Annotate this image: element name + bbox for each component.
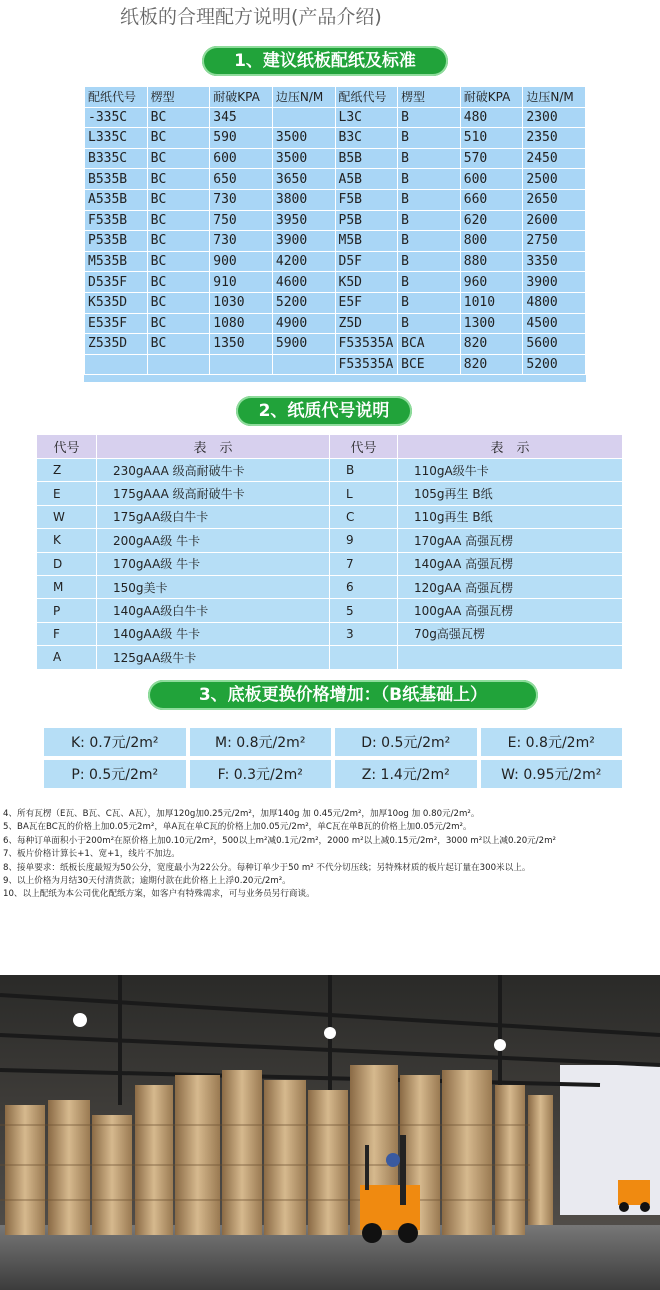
note-line: 5、BA瓦在BC瓦的价格上加0.05元2m²，单A瓦在单C瓦的价格上加0.05元/2m²，单C瓦在单B瓦的价格上加0.05元/2m²。: [3, 822, 472, 833]
column-header: 代号: [330, 435, 398, 459]
table-row: [85, 128, 586, 149]
spec-table: [84, 86, 586, 382]
table-cell: B: [398, 251, 461, 272]
table-cell: P535B: [85, 231, 148, 252]
table-cell: BC: [147, 210, 210, 231]
table-cell: E5F: [335, 292, 398, 313]
table-row: [37, 622, 623, 645]
table-cell: 800: [460, 231, 523, 252]
table-cell: F5B: [335, 189, 398, 210]
paper-description: 170gAA 高强瓦楞: [398, 529, 623, 552]
column-header: 楞型: [147, 87, 210, 108]
table-cell: [272, 107, 335, 128]
table-cell: A5B: [335, 169, 398, 190]
price-cell: W: 0.95元/2m²: [481, 760, 623, 788]
table-cell: BC: [147, 334, 210, 355]
table-cell: B5B: [335, 148, 398, 169]
column-header: 楞型: [398, 87, 461, 108]
table-cell: 5600: [523, 334, 586, 355]
table-cell: 4200: [272, 251, 335, 272]
table-cell: B535B: [85, 169, 148, 190]
table-cell: 660: [460, 189, 523, 210]
note-line: 6、每种订单面积小于200m²在原价格上加0.10元/2m²，500以上m²减0.1元/2m²，2000 m²以上减0.15元/2m²，3000 m²以上减0.20元/2m²: [3, 835, 556, 846]
table-row: [85, 251, 586, 272]
table-cell: 4600: [272, 272, 335, 293]
table-cell: 590: [210, 128, 273, 149]
paper-code: D: [37, 552, 97, 575]
table-cell: BC: [147, 313, 210, 334]
table-row: [44, 728, 622, 756]
paper-code: F: [37, 622, 97, 645]
paper-code: P: [37, 599, 97, 622]
paper-code: E: [37, 482, 97, 505]
section1-title: 1、建议纸板配纸及标准: [202, 46, 448, 76]
price-cell: P: 0.5元/2m²: [44, 760, 186, 788]
table-cell: 4800: [523, 292, 586, 313]
table-cell: BC: [147, 128, 210, 149]
table-cell: BC: [147, 292, 210, 313]
table-cell: F53535A: [335, 354, 398, 375]
table-cell: 2300: [523, 107, 586, 128]
column-header: 耐破KPA: [460, 87, 523, 108]
paper-description: 170gAA级 牛卡: [97, 552, 330, 575]
table-row: [37, 459, 623, 482]
table-row: [44, 760, 622, 788]
table-cell: BC: [147, 148, 210, 169]
paper-description: 140gAA级白牛卡: [97, 599, 330, 622]
paper-code: B: [330, 459, 398, 482]
table-row: [85, 148, 586, 169]
paper-code: Z: [37, 459, 97, 482]
paper-description: 105g再生 B纸: [398, 482, 623, 505]
table-cell: P5B: [335, 210, 398, 231]
table-cell: 1030: [210, 292, 273, 313]
notes-list: [3, 808, 657, 902]
paper-code-table: [36, 434, 622, 670]
table-cell: BC: [147, 107, 210, 128]
table-row: [85, 169, 586, 190]
table-cell: L335C: [85, 128, 148, 149]
table-cell: 620: [460, 210, 523, 231]
paper-code: M: [37, 575, 97, 598]
paper-description: 120gAA 高强瓦楞: [398, 575, 623, 598]
table-cell: 570: [460, 148, 523, 169]
table-cell: 5200: [272, 292, 335, 313]
table-cell: BCA: [398, 334, 461, 355]
table-cell: BC: [147, 272, 210, 293]
table-header-row: [85, 87, 586, 108]
paper-code: K: [37, 529, 97, 552]
table-cell: B: [398, 189, 461, 210]
note-line: 7、板片价格计算长+1、宽+1，线片不加边。: [3, 849, 180, 860]
table-cell: 820: [460, 334, 523, 355]
table-cell: F535B: [85, 210, 148, 231]
price-cell: E: 0.8元/2m²: [481, 728, 623, 756]
price-cell: D: 0.5元/2m²: [335, 728, 477, 756]
table-cell: 3800: [272, 189, 335, 210]
column-header: 表 示: [97, 435, 330, 459]
table-cell: 4500: [523, 313, 586, 334]
table-row: [85, 231, 586, 252]
table-cell: [147, 354, 210, 375]
note-line: 9、以上价格为月结30天付清货款；逾期付款在此价格上上浮0.20元/2m²。: [3, 876, 291, 887]
table-cell: BC: [147, 251, 210, 272]
table-cell: 3650: [272, 169, 335, 190]
warehouse-photo: [0, 975, 660, 1290]
note-line: 4、所有瓦楞（E瓦、B瓦、C瓦、A瓦），加厚120g加0.25元/2m²，加厚140g 加 0.45元/2m²，加厚10og 加 0.80元/2m²。: [3, 809, 480, 819]
paper-code: A: [37, 646, 97, 669]
table-cell: BC: [147, 231, 210, 252]
table-cell: B: [398, 210, 461, 231]
table-cell: 3900: [272, 231, 335, 252]
table-cell: 600: [210, 148, 273, 169]
column-header: 边压N/M: [523, 87, 586, 108]
table-cell: 2650: [523, 189, 586, 210]
table-cell: 650: [210, 169, 273, 190]
table-header-row: [37, 435, 623, 459]
table-cell: 730: [210, 189, 273, 210]
table-row: [37, 529, 623, 552]
price-table: [40, 724, 626, 792]
paper-description: 140gAA级 牛卡: [97, 622, 330, 645]
paper-description: 70g高强瓦楞: [398, 622, 623, 645]
table-cell: 1350: [210, 334, 273, 355]
table-cell: B: [398, 148, 461, 169]
table-cell: 3900: [523, 272, 586, 293]
table-cell: B: [398, 313, 461, 334]
price-cell: F: 0.3元/2m²: [190, 760, 332, 788]
paper-code: 9: [330, 529, 398, 552]
table-cell: 5900: [272, 334, 335, 355]
table-cell: -335C: [85, 107, 148, 128]
table-cell: BC: [147, 169, 210, 190]
table-cell: K535D: [85, 292, 148, 313]
table-cell: Z5D: [335, 313, 398, 334]
table-cell: K5D: [335, 272, 398, 293]
table-row: [37, 505, 623, 528]
table-cell: 960: [460, 272, 523, 293]
table-row: [37, 552, 623, 575]
table-cell: 1010: [460, 292, 523, 313]
paper-code: 6: [330, 575, 398, 598]
table-row: [85, 354, 586, 375]
table-cell: F53535A: [335, 334, 398, 355]
table-cell: 3350: [523, 251, 586, 272]
paper-code: 5: [330, 599, 398, 622]
table-row: [37, 482, 623, 505]
paper-code: 3: [330, 622, 398, 645]
note-line: 8、接单要求：纸板长度最短为50公分，宽度最小为22公分。每种订单少于50 m² 不代分切压线；另特殊材质的板片起订量在300米以上。: [3, 862, 531, 873]
table-cell: 2450: [523, 148, 586, 169]
paper-description: 100gAA 高强瓦楞: [398, 599, 623, 622]
paper-description: 125gAA级牛卡: [97, 646, 330, 669]
paper-description: 110g再生 B纸: [398, 505, 623, 528]
table-cell: 2500: [523, 169, 586, 190]
paper-description: 230gAAA 级高耐破牛卡: [97, 459, 330, 482]
table-cell: BCE: [398, 354, 461, 375]
table-cell: [210, 354, 273, 375]
table-cell: 910: [210, 272, 273, 293]
table-row: [85, 189, 586, 210]
paper-description: [398, 646, 623, 669]
section3-title: 3、底板更换价格增加：（B纸基础上）: [148, 680, 538, 710]
section2-title: 2、纸质代号说明: [236, 396, 412, 426]
table-row: [85, 292, 586, 313]
price-cell: M: 0.8元/2m²: [190, 728, 332, 756]
table-cell: 2350: [523, 128, 586, 149]
paper-code: L: [330, 482, 398, 505]
paper-description: 140gAA 高强瓦楞: [398, 552, 623, 575]
table-cell: 5200: [523, 354, 586, 375]
table-cell: 730: [210, 231, 273, 252]
paper-description: 150g美卡: [97, 575, 330, 598]
price-cell: Z: 1.4元/2m²: [335, 760, 477, 788]
table-cell: B: [398, 272, 461, 293]
table-cell: D535F: [85, 272, 148, 293]
column-header: 表 示: [398, 435, 623, 459]
paper-code: W: [37, 505, 97, 528]
table-cell: B335C: [85, 148, 148, 169]
table-cell: 1300: [460, 313, 523, 334]
table-cell: 2750: [523, 231, 586, 252]
table-cell: B: [398, 128, 461, 149]
table-cell: M5B: [335, 231, 398, 252]
table-cell: 510: [460, 128, 523, 149]
table-cell: Z535D: [85, 334, 148, 355]
table-cell: [272, 354, 335, 375]
table-cell: E535F: [85, 313, 148, 334]
page-title: 纸板的合理配方说明(产品介绍): [120, 6, 382, 28]
table-cell: 1080: [210, 313, 273, 334]
table-cell: A535B: [85, 189, 148, 210]
table-row: [85, 334, 586, 355]
table-row: [37, 599, 623, 622]
table-cell: 880: [460, 251, 523, 272]
paper-description: 200gAA级 牛卡: [97, 529, 330, 552]
table-cell: 480: [460, 107, 523, 128]
table-row: [37, 575, 623, 598]
table-row: [37, 646, 623, 669]
table-cell: 820: [460, 354, 523, 375]
price-cell: K: 0.7元/2m²: [44, 728, 186, 756]
table-cell: [85, 354, 148, 375]
paper-description: 175gAA级白牛卡: [97, 505, 330, 528]
table-row: [85, 210, 586, 231]
table-cell: B: [398, 231, 461, 252]
table-cell: B: [398, 107, 461, 128]
table-cell: 3500: [272, 148, 335, 169]
table-cell: 345: [210, 107, 273, 128]
table-cell: D5F: [335, 251, 398, 272]
table-cell: M535B: [85, 251, 148, 272]
table-cell: 600: [460, 169, 523, 190]
column-header: 配纸代号: [335, 87, 398, 108]
paper-code: [330, 646, 398, 669]
table-row: [85, 313, 586, 334]
table-cell: B: [398, 169, 461, 190]
table-cell: 4900: [272, 313, 335, 334]
table-cell: 900: [210, 251, 273, 272]
table-cell: 750: [210, 210, 273, 231]
note-line: 10、以上配纸为本公司优化配纸方案，如客户有特殊需求，可与业务员另行商谈。: [3, 889, 315, 900]
table-row: [85, 272, 586, 293]
column-header: 配纸代号: [85, 87, 148, 108]
paper-description: 175gAAA 级高耐破牛卡: [97, 482, 330, 505]
table-cell: BC: [147, 189, 210, 210]
column-header: 代号: [37, 435, 97, 459]
table-cell: L3C: [335, 107, 398, 128]
column-header: 耐破KPA: [210, 87, 273, 108]
table-row: [85, 107, 586, 128]
table-cell: B3C: [335, 128, 398, 149]
paper-code: 7: [330, 552, 398, 575]
warehouse-image: [0, 975, 660, 1290]
table-cell: 3950: [272, 210, 335, 231]
table-cell: 3500: [272, 128, 335, 149]
table-cell: 2600: [523, 210, 586, 231]
column-header: 边压N/M: [272, 87, 335, 108]
paper-description: 110gA级牛卡: [398, 459, 623, 482]
paper-code: C: [330, 505, 398, 528]
table-cell: B: [398, 292, 461, 313]
